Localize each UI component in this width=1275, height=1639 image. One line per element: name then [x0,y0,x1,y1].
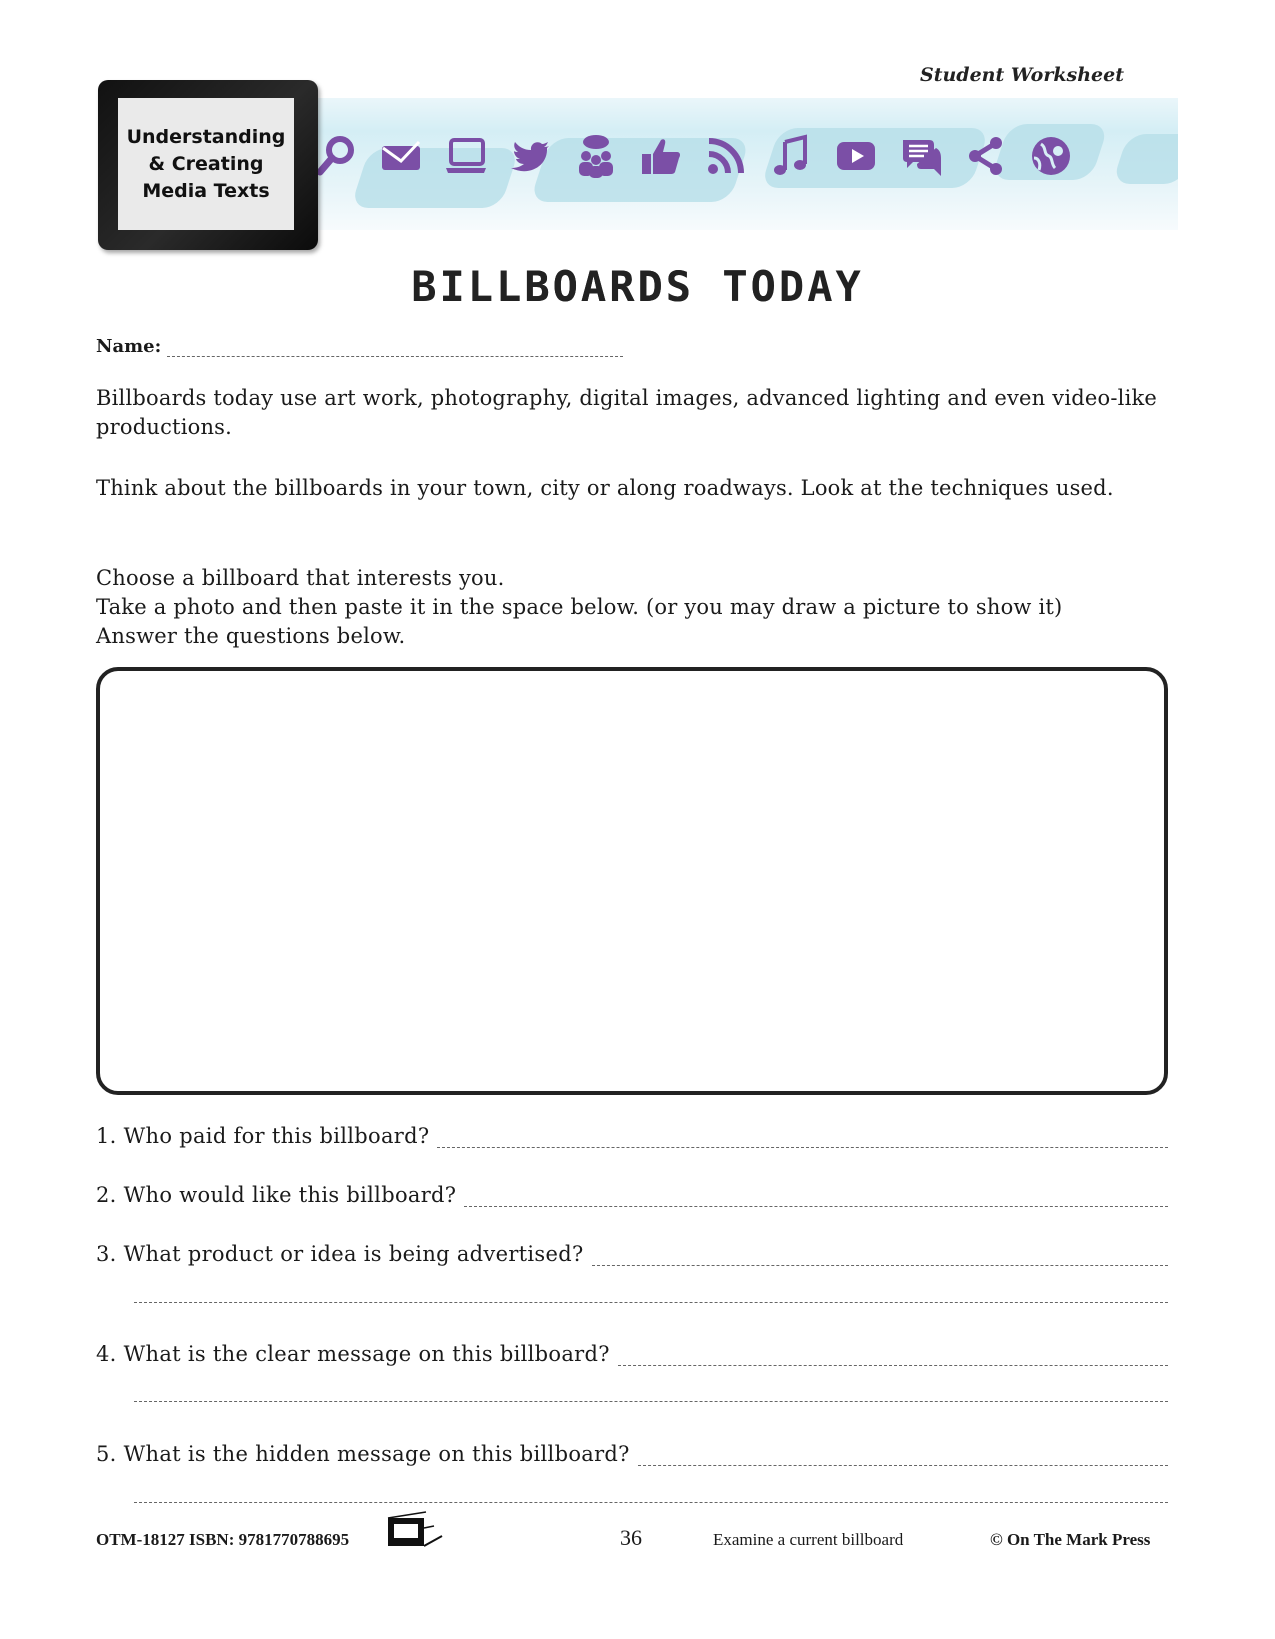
question-5-text: 5. What is the hidden message on this billboard? [96,1442,630,1466]
product-code-isbn: OTM-18127 ISBN: 9781770788695 [96,1530,350,1549]
answer-line-5b[interactable] [134,1502,1168,1503]
choose-line: Choose a billboard that interests you. [96,566,505,590]
answer-line-4[interactable] [618,1345,1168,1366]
intro-paragraph: Billboards today use art work, photography, digital images, advanced lighting and even video-like productions. [96,386,1158,439]
page-number: 36 [620,1525,642,1550]
question-3[interactable] [96,1242,1168,1266]
name-answer-line[interactable] [167,338,623,357]
media-icons-banner [300,98,1178,230]
question-1-text: 1. Who paid for this billboard? [96,1124,430,1148]
answer-line-5[interactable] [638,1445,1168,1466]
question-2-text: 2. Who would like this billboard? [96,1183,457,1207]
answer-line-1[interactable] [437,1127,1168,1148]
people-group-icon [574,134,618,178]
rss-icon [704,134,748,178]
thumbs-up-icon [639,134,683,178]
answer-line-3b[interactable] [134,1302,1168,1303]
question-1[interactable] [96,1124,1168,1148]
billboard-photo-box[interactable] [96,667,1168,1095]
globe-icon [1029,134,1073,178]
search-icon [314,134,358,178]
question-5[interactable] [96,1442,1168,1466]
think-paragraph: Think about the billboards in your town, city or along roadways. Look at the techniques used. [96,476,1114,500]
answer-line-2[interactable] [464,1186,1168,1207]
publisher-copyright: © On The Mark Press [990,1530,1151,1549]
twitter-bird-icon [509,134,553,178]
answer-line-3[interactable] [592,1245,1168,1266]
video-play-icon [834,134,878,178]
series-title-line-3: Media Texts [142,179,270,202]
answer-instruction-line: Answer the questions below. [96,624,406,648]
series-title-line-1: Understanding [126,125,286,148]
music-note-icon [769,134,813,178]
question-2[interactable] [96,1183,1168,1207]
question-3-text: 3. What product or idea is being advertised? [96,1242,584,1266]
question-4[interactable] [96,1342,1168,1366]
mail-icon [379,134,423,178]
laptop-icon [444,134,488,178]
series-tablet-logo [98,80,318,250]
share-icon [964,134,1008,178]
question-4-text: 4. What is the clear message on this billboard? [96,1342,610,1366]
answer-line-4b[interactable] [134,1401,1168,1402]
name-field[interactable] [96,336,623,357]
chat-bubbles-icon [899,134,943,178]
series-title-line-2: & Creating [148,152,264,175]
page-title: BILLBOARDS TODAY [411,262,864,311]
photo-instruction-line: Take a photo and then paste it in the space below. (or you may draw a picture to show it) [96,595,1063,619]
name-label: Name: [96,336,162,357]
page-caption: Examine a current billboard [713,1530,904,1549]
worksheet-type-label: Student Worksheet [920,64,1124,86]
billboard-icon [386,1510,456,1550]
